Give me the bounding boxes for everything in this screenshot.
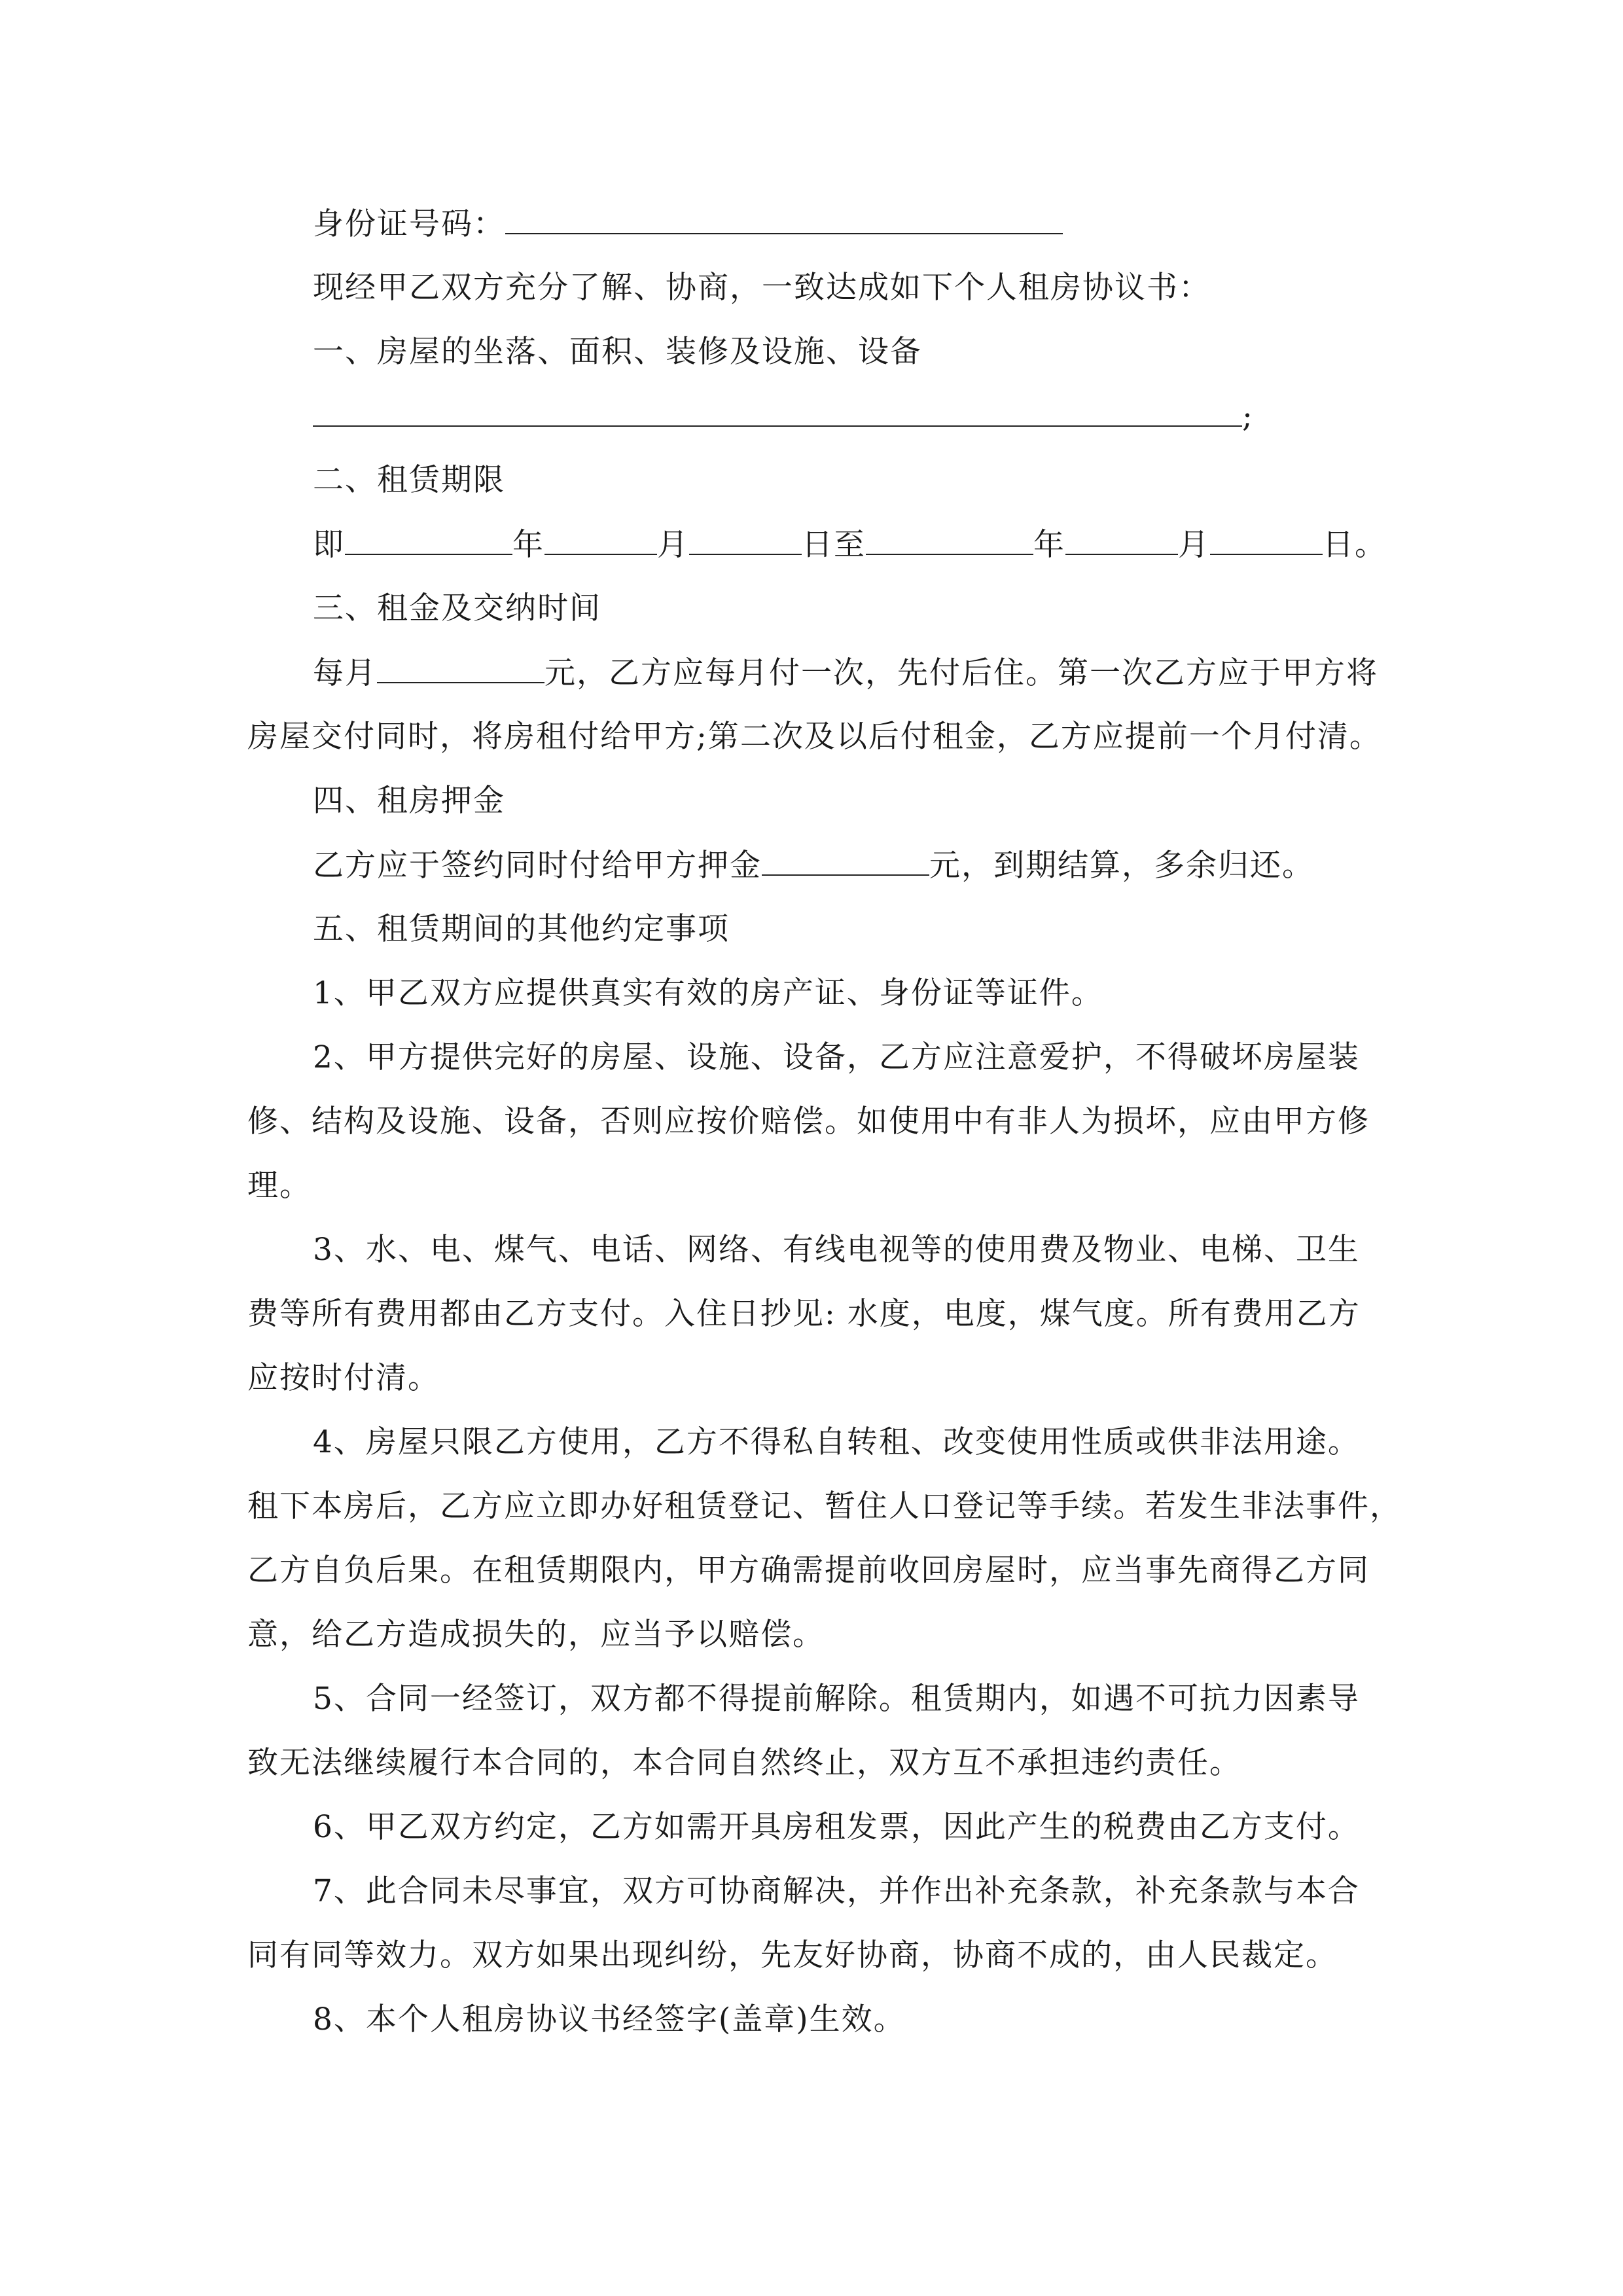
term-day-to-label: 日至: [802, 527, 866, 563]
clause-1: 1、甲乙双方应提供真实有效的房产证、身份证等证件。: [313, 975, 1103, 1011]
section-3-heading: 三、租金及交纳时间: [313, 590, 601, 626]
clause-3-line-3: 应按时付清。: [247, 1360, 440, 1396]
rent-line-2: 房屋交付同时，将房租付给甲方;第二次及以后付租金，乙方应提前一个月付清。: [247, 719, 1382, 755]
start-year-blank: [345, 525, 512, 555]
section-1-fill-line: [313, 397, 1254, 437]
clause-6: 6、甲乙双方约定，乙方如需开具房租发票，因此产生的税费由乙方支付。: [313, 1809, 1360, 1845]
start-month-blank: [544, 525, 657, 555]
clause-3-line-2: 费等所有费用都由乙方支付。入住日抄见: 水度，电度，煤气度。所有费用乙方: [247, 1296, 1361, 1332]
rent-line-1: [313, 653, 1378, 693]
clause-8: 8、本个人租房协议书经签字(盖章)生效。: [313, 2001, 906, 2037]
term-month-label: 月: [657, 527, 689, 563]
section-2-heading: 二、租赁期限: [313, 462, 505, 498]
intro-text: 现经甲乙双方充分了解、协商，一致达成如下个人租房协议书：: [313, 270, 1211, 306]
term-day-end-label: 日。: [1323, 527, 1387, 563]
rent-suffix: 元，乙方应每月付一次，先付后住。第一次乙方应于甲方将: [544, 655, 1378, 691]
clause-5-line-2: 致无法继续履行本合同的，本合同自然终止，双方互不承担违约责任。: [247, 1745, 1241, 1781]
lease-term-line: [313, 525, 1387, 565]
monthly-rent-blank: [377, 653, 544, 683]
id-number-label: 身份证号码：: [313, 206, 505, 242]
term-year-label-2: 年: [1033, 527, 1065, 563]
clause-2-line-2: 修、结构及设施、设备，否则应按价赔偿。如使用中有非人为损坏，应由甲方修: [247, 1103, 1370, 1139]
deposit-prefix: 乙方应于签约同时付给甲方押金: [313, 848, 762, 884]
clause-5-line-1: 5、合同一经签订，双方都不得提前解除。租赁期内，如遇不可抗力因素导: [313, 1681, 1360, 1717]
deposit-line: [313, 846, 1314, 886]
start-day-blank: [689, 525, 802, 555]
clause-7-line-1: 7、此合同未尽事宜，双方可协商解决，并作出补充条款，补充条款与本合: [313, 1873, 1360, 1909]
clause-3-line-1: 3、水、电、煤气、电话、网络、有线电视等的使用费及物业、电梯、卫生: [313, 1232, 1360, 1268]
deposit-amount-blank: [762, 846, 929, 876]
id-number-blank: [505, 204, 1063, 234]
clause-2-line-1: 2、甲方提供完好的房屋、设施、设备，乙方应注意爱护，不得破坏房屋装: [313, 1039, 1360, 1075]
rent-prefix: 每月: [313, 655, 377, 691]
clause-2-line-3: 理。: [247, 1168, 312, 1204]
clause-4-line-2: 租下本房后，乙方应立即办好租赁登记、暂住人口登记等手续。若发生非法事件，: [247, 1488, 1402, 1524]
deposit-suffix: 元，到期结算，多余归还。: [929, 848, 1314, 884]
term-month-label-2: 月: [1178, 527, 1210, 563]
property-description-blank: [313, 397, 1242, 427]
clause-7-line-2: 同有同等效力。双方如果出现纠纷，先友好协商，协商不成的，由人民裁定。: [247, 1937, 1338, 1973]
section-4-heading: 四、租房押金: [313, 783, 505, 819]
section-1-terminator: ;: [1242, 399, 1254, 435]
section-1-heading: 一、房屋的坐落、面积、装修及设施、设备: [313, 334, 922, 370]
end-year-blank: [866, 525, 1033, 555]
id-number-line: [313, 204, 1063, 244]
clause-4-line-4: 意，给乙方造成损失的，应当予以赔偿。: [247, 1617, 825, 1653]
clause-4-line-3: 乙方自负后果。在租赁期限内，甲方确需提前收回房屋时，应当事先商得乙方同: [247, 1552, 1370, 1588]
term-prefix: 即: [313, 527, 345, 563]
section-5-heading: 五、租赁期间的其他约定事项: [313, 911, 730, 947]
clause-4-line-1: 4、房屋只限乙方使用，乙方不得私自转租、改变使用性质或供非法用途。: [313, 1424, 1360, 1460]
term-year-label: 年: [512, 527, 544, 563]
end-day-blank: [1210, 525, 1323, 555]
end-month-blank: [1065, 525, 1178, 555]
